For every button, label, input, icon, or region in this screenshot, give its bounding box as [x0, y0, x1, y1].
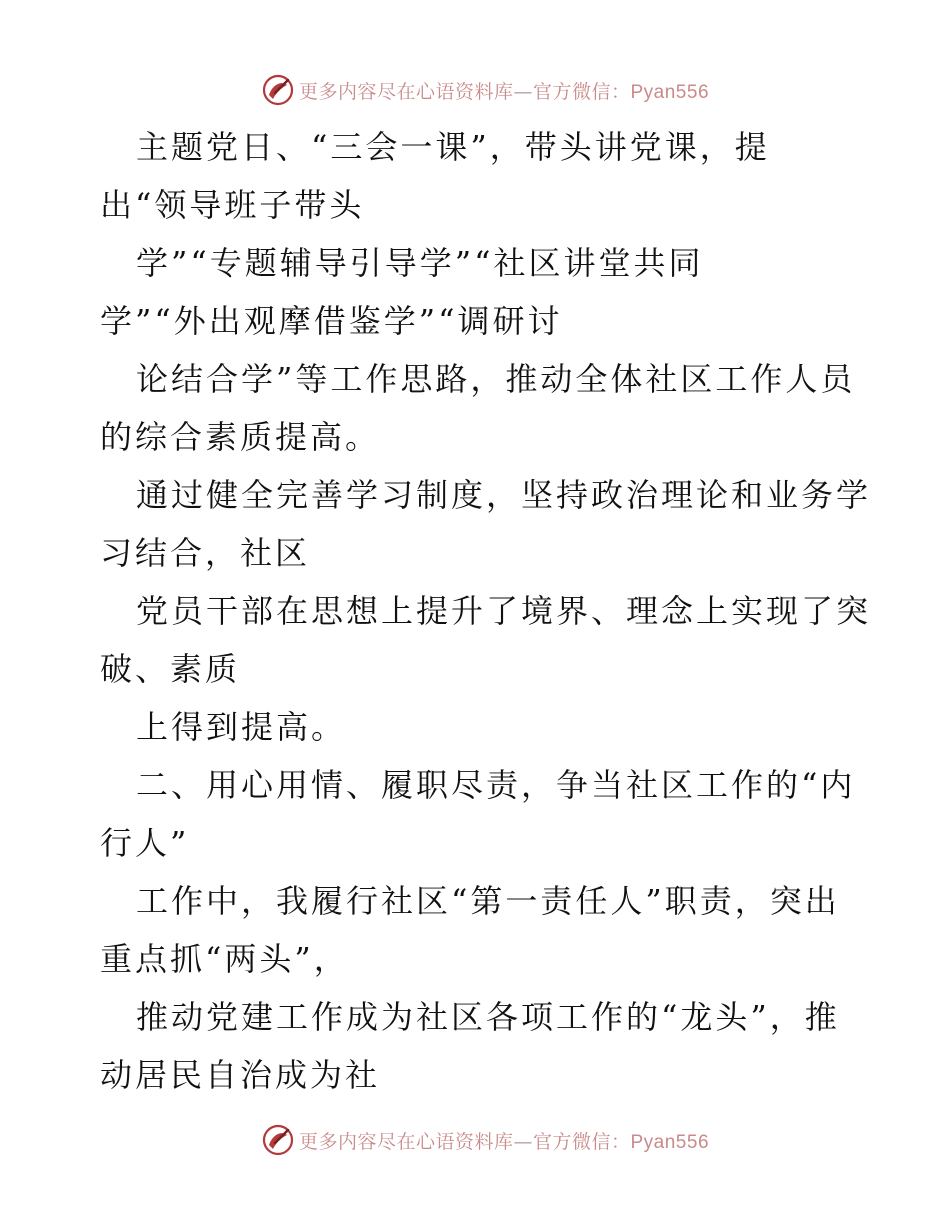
watermark-contact-label: 官方微信： [532, 1130, 631, 1153]
watermark-dash: — [513, 1130, 533, 1153]
watermark-group [261, 1123, 709, 1157]
watermark-text [299, 77, 709, 104]
header-watermark [0, 70, 950, 110]
body-line: 论结合学”等工作思路，推动全体社区工作人员 [136, 360, 856, 398]
body-line: 习结合，社区 [100, 534, 311, 572]
body-line: 破、素质 [100, 650, 241, 688]
watermark-text [299, 1127, 709, 1154]
watermark-contact-id: Pyan556 [630, 81, 710, 103]
body-line: 学”“外出观摩借鉴学”“调研讨 [100, 302, 563, 340]
body-line: 上得到提高。 [136, 708, 347, 746]
footer-watermark [0, 1120, 950, 1160]
watermark-group [261, 73, 709, 107]
watermark-site-text: 更多内容尽在心语资料库 [298, 1130, 514, 1153]
body-line: 通过健全完善学习制度，坚持政治理论和业务学 [136, 476, 872, 514]
body-line: 出“领导班子带头 [100, 186, 365, 224]
watermark-site-text: 更多内容尽在心语资料库 [298, 80, 514, 103]
red-seal-logo-icon [261, 73, 295, 107]
body-line: 推动党建工作成为社区各项工作的“龙头”，推 [136, 998, 840, 1036]
watermark-contact-label: 官方微信： [532, 80, 631, 103]
body-line: 工作中，我履行社区“第一责任人”职责，突出 [136, 882, 840, 920]
body-line: 的综合素质提高。 [100, 418, 381, 456]
watermark-dash: — [513, 80, 533, 103]
body-line: 行人” [100, 824, 190, 862]
watermark-contact-id: Pyan556 [630, 1131, 710, 1153]
red-seal-logo-icon [261, 1123, 295, 1157]
body-line: 动居民自治成为社 [100, 1056, 381, 1094]
document-body [100, 118, 872, 1104]
body-line: 重点抓“两头”， [100, 940, 349, 978]
body-line: 二、用心用情、履职尽责，争当社区工作的“内 [136, 766, 856, 804]
body-line: 党员干部在思想上提升了境界、理念上实现了突 [136, 592, 872, 630]
body-line: 主题党日、“三会一课”，带头讲党课，提 [136, 128, 770, 166]
body-line: 学”“专题辅导引导学”“社区讲堂共同 [136, 244, 704, 282]
